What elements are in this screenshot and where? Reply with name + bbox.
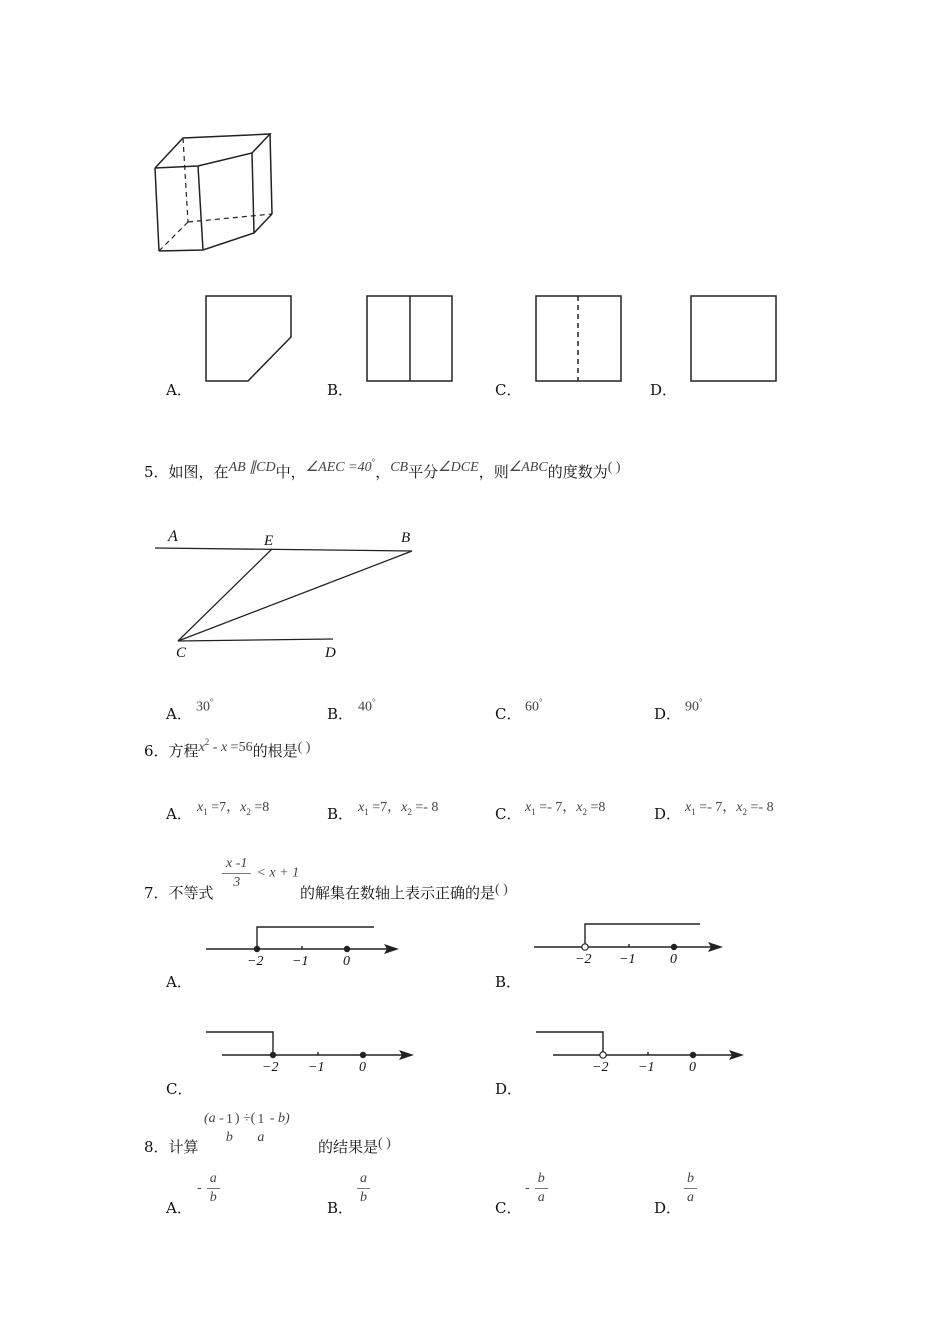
q5-label-B: B: [401, 530, 411, 546]
q5-option-d[interactable]: D．: [654, 705, 682, 723]
q8-option-d[interactable]: D．: [654, 1199, 682, 1217]
q6-number: 6．: [144, 742, 169, 760]
q5-option-b[interactable]: B．: [327, 705, 354, 723]
q8-stem-end: 的结果是( ): [318, 1136, 391, 1156]
q7-option-c-label[interactable]: C．: [166, 1080, 193, 1098]
q5-option-a[interactable]: A．: [166, 705, 192, 723]
q7-option-b-label[interactable]: B．: [495, 973, 522, 991]
q5-number: 5．: [144, 463, 169, 481]
q6-option-c[interactable]: C．: [495, 805, 522, 823]
q6-option-c-value: $x_1 =- 7$，$x_2 =8$: [525, 800, 606, 818]
q8-number: 8．: [144, 1138, 169, 1156]
q7-option-d-label[interactable]: D．: [495, 1080, 523, 1098]
q7-stem-end: 的解集在数轴上表示正确的是( ): [300, 882, 508, 902]
q4-option-b-label[interactable]: B．: [327, 381, 354, 399]
q5-option-b-value: 40°: [358, 697, 376, 715]
q5-stem: 5．如图，在AB ∥CD中，∠AEC =40°，CB平分∠DCE，则∠ABC的度数为( ): [144, 457, 621, 481]
q7-b-tick-neg1: −1: [619, 952, 636, 967]
q7-answer-blank[interactable]: ( ): [495, 882, 508, 897]
q4-option-a-label[interactable]: A．: [166, 381, 192, 399]
q5-label-E: E: [264, 533, 274, 549]
q4-option-c-label[interactable]: C．: [495, 381, 522, 399]
q6-option-a-value: $x_1 =7$，$x_2 =8$: [197, 800, 270, 818]
q8-option-d-value: $\frac{b}{a}$: [684, 1170, 697, 1207]
q7-d-tick-0: 0: [689, 1060, 696, 1075]
q7-a-tick-neg2: −2: [247, 954, 264, 969]
q7-c-tick-neg2: −2: [262, 1060, 279, 1075]
q7-number: 7．: [144, 884, 169, 902]
q8-option-b-value: $\frac{a}{b}$: [357, 1170, 370, 1207]
q5-answer-blank[interactable]: ( ): [607, 460, 621, 475]
q5-option-c[interactable]: C．: [495, 705, 522, 723]
q5-label-C: C: [176, 645, 187, 661]
q7-option-a-label[interactable]: A．: [166, 973, 192, 991]
q6-stem: 6．方程$x^2 - x =56$的根是( ): [144, 737, 311, 760]
q8-option-a-value: - $\frac{a}{b}$: [197, 1170, 220, 1207]
q5-option-d-value: 90°: [685, 697, 703, 715]
q7-a-tick-0: 0: [343, 954, 350, 969]
q7-inequality: $\frac{x -1}{3}$ < x + 1: [222, 855, 299, 892]
q5-option-c-value: 60°: [525, 697, 543, 715]
q7-b-tick-neg2: −2: [575, 952, 592, 967]
q7-c-tick-0: 0: [359, 1060, 366, 1075]
q7-d-tick-neg2: −2: [592, 1060, 609, 1075]
q6-answer-blank[interactable]: ( ): [297, 740, 311, 755]
q7-d-tick-neg1: −1: [638, 1060, 655, 1075]
q4-option-d-label[interactable]: D．: [650, 381, 678, 399]
q8-option-a[interactable]: A．: [166, 1199, 192, 1217]
q8-option-c[interactable]: C．: [495, 1199, 522, 1217]
q6-option-a[interactable]: A．: [166, 805, 192, 823]
q8-answer-blank[interactable]: ( ): [378, 1136, 391, 1151]
q7-a-tick-neg1: −1: [292, 954, 309, 969]
q7-c-tick-neg1: −1: [308, 1060, 325, 1075]
q8-option-b[interactable]: B．: [327, 1199, 354, 1217]
q8-expression: (a - 1 b ) ÷( 1 a - b): [204, 1111, 290, 1145]
q8-option-c-value: - $\frac{b}{a}$: [525, 1170, 548, 1207]
q6-option-d-value: $x_1 =- 7$，$x_2 =- 8$: [685, 800, 774, 818]
q5-option-a-value: 30°: [196, 697, 214, 715]
q7-stem-start: 7．不等式: [144, 884, 214, 902]
q6-option-d[interactable]: D．: [654, 805, 682, 823]
q8-stem-start: 8．计算: [144, 1138, 199, 1156]
q7-b-tick-0: 0: [670, 952, 677, 967]
q6-option-b[interactable]: B．: [327, 805, 354, 823]
q5-label-D: D: [325, 645, 336, 661]
q6-option-b-value: $x_1 =7$，$x_2 =- 8$: [358, 800, 439, 818]
q5-label-A: A: [168, 528, 178, 545]
